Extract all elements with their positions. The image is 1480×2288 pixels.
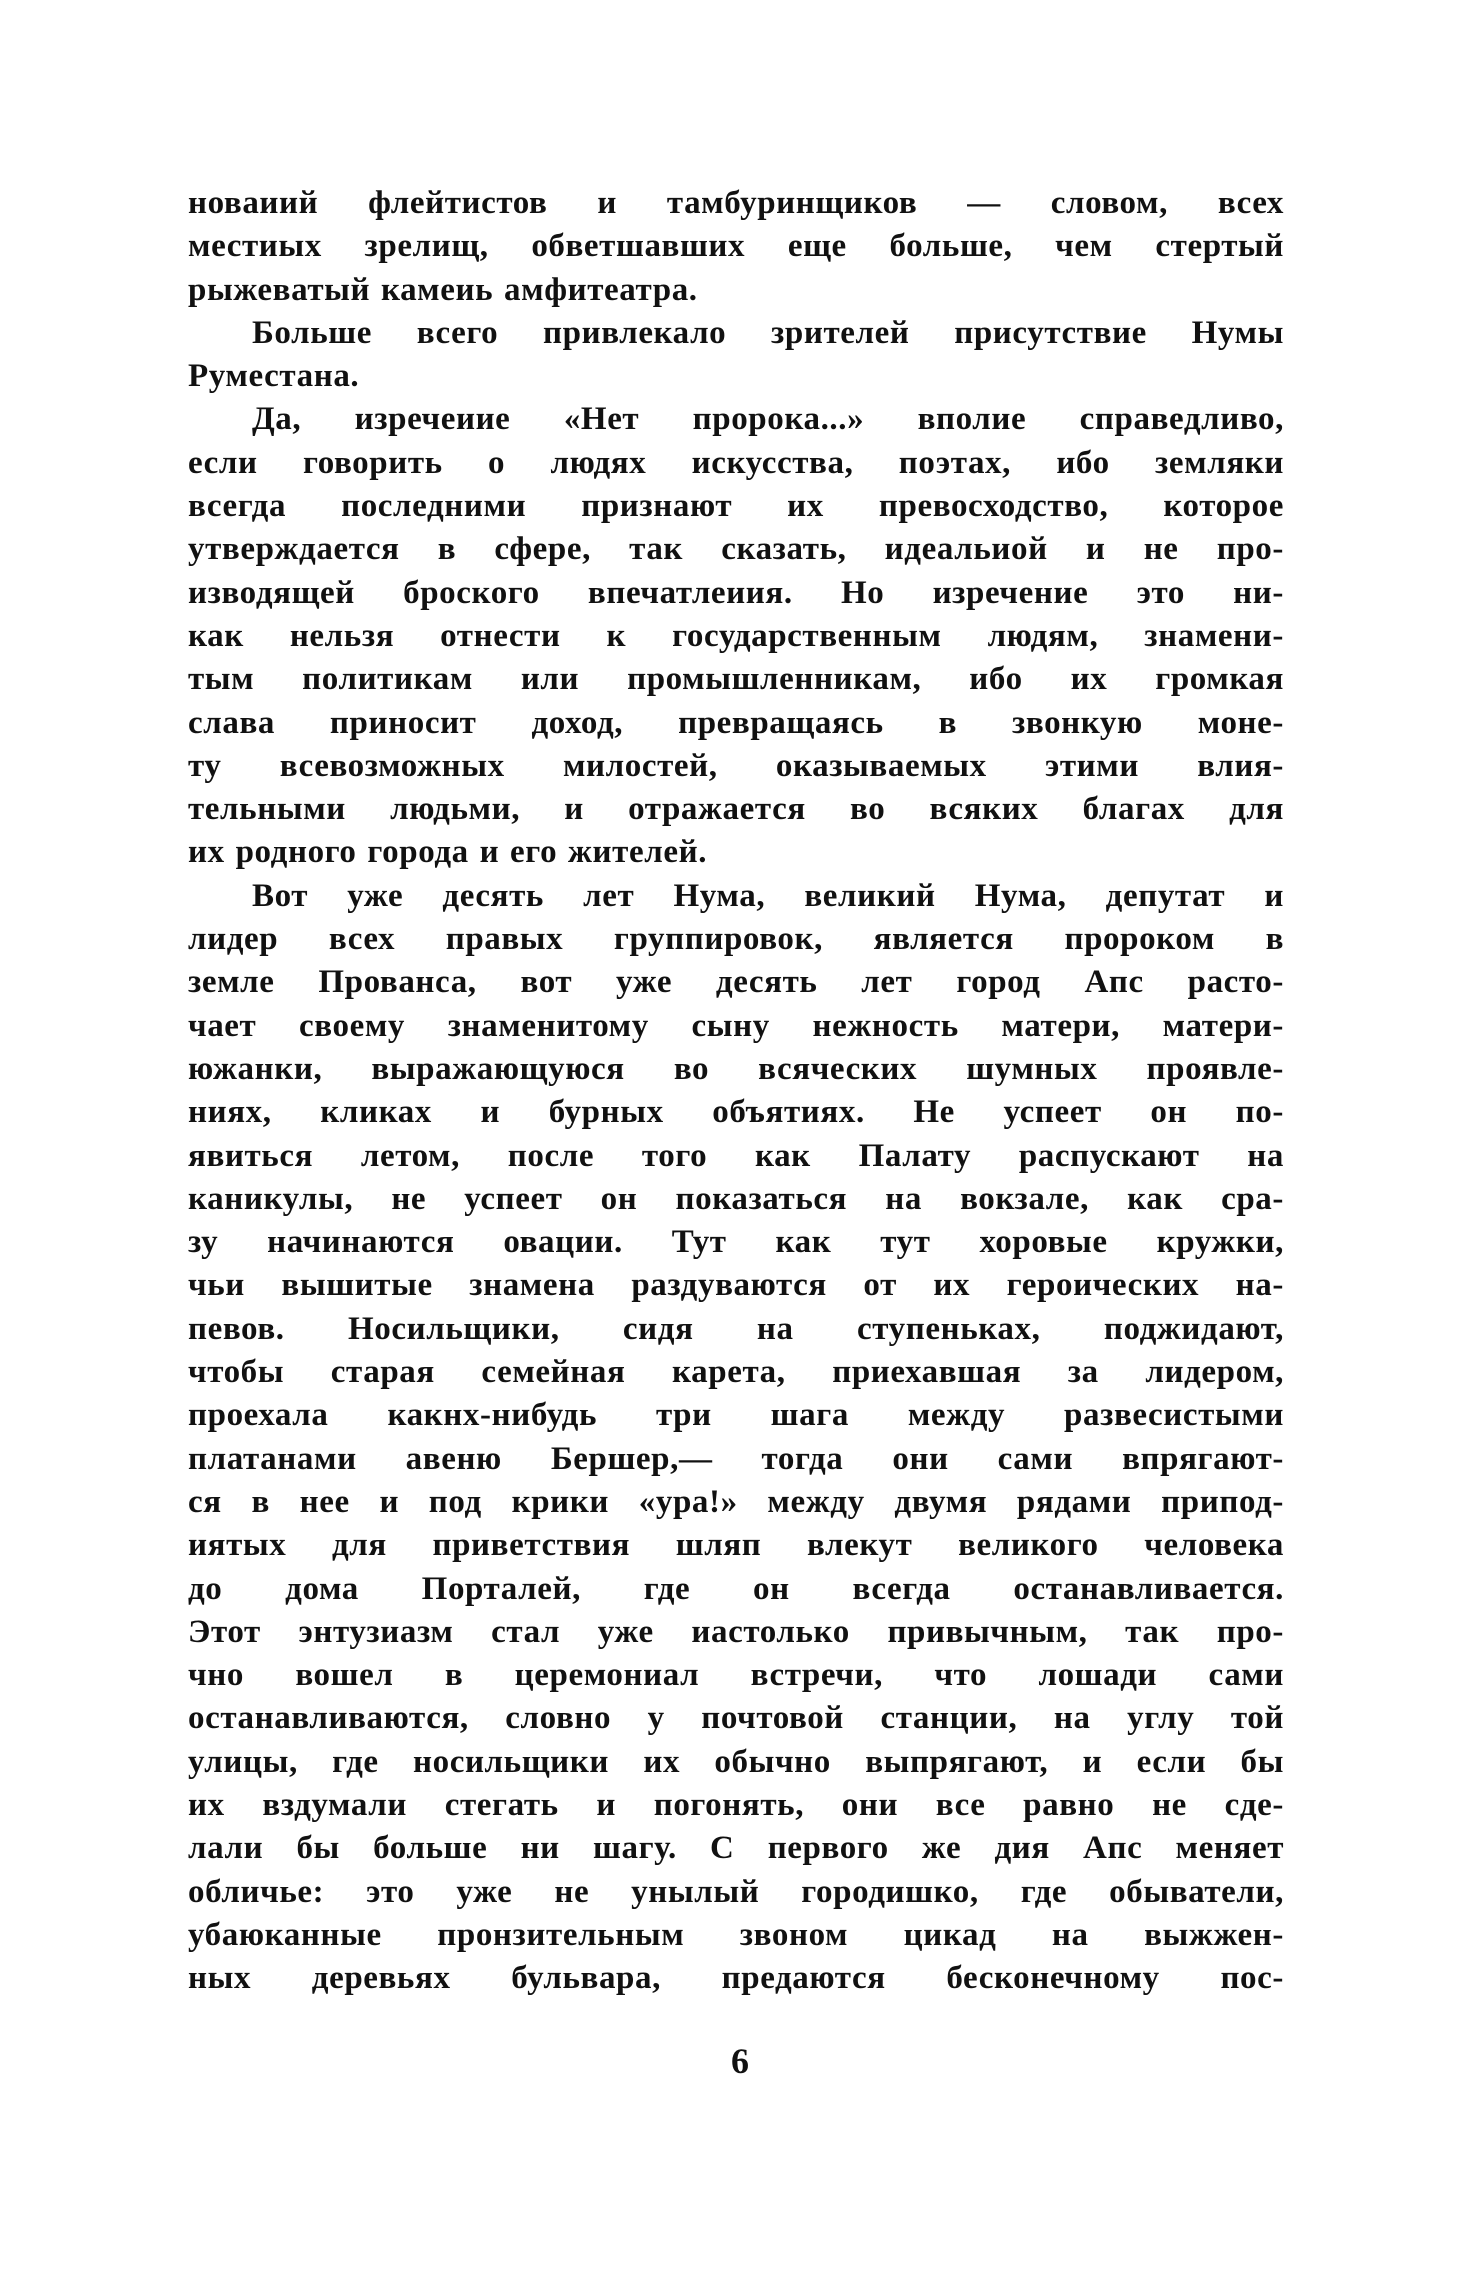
text-line: платанами авеню Бершер,— тогда они сами впрягают- (188, 1440, 1284, 1477)
text-line: их вздумали стегать и погонять, они все равно не сде- (188, 1786, 1284, 1823)
text-line: местиых зрелищ, обветшавших еще больше, чем стертый (188, 228, 1284, 265)
text-line: южанки, выражающуюся во всяческих шумных проявле- (188, 1050, 1284, 1087)
text-line: их родного города и его жителей. (188, 834, 708, 871)
text-line: чьи вышитые знамена раздуваются от их героических на- (188, 1267, 1284, 1304)
paragraph-3 (188, 398, 1284, 874)
text-line: чтобы старая семейная карета, приехавшая за лидером, (188, 1354, 1284, 1391)
text-line: ных деревьях бульвара, предаются бесконечному пос- (188, 1960, 1284, 1997)
text-line: если говорить о людях искусства, поэтах, ибо земляки (188, 444, 1284, 481)
text-line: утверждается в сфере, так сказать, идеальиой и не про- (188, 531, 1284, 568)
text-line: до дома Порталей, где он всегда останавливается. (188, 1570, 1284, 1607)
page-body (188, 182, 1284, 2000)
text-line: Да, изречеиие «Нет пророка...» вполие справедливо, (252, 401, 1284, 438)
text-line: лали бы больше ни шагу. С первого же дия Апс меняет (188, 1830, 1284, 1867)
text-line: ту всевозможных милостей, оказываемых этими влия- (188, 747, 1284, 784)
text-line: зу начинаются овации. Тут как тут хоровые кружки, (188, 1224, 1284, 1261)
paragraph-1 (188, 182, 1284, 312)
text-line: тельными людьми, и отражается во всяких благах для (188, 791, 1284, 828)
text-line: певов. Носильщики, сидя на ступеньках, поджидают, (188, 1310, 1284, 1347)
text-line: новаиий флейтистов и тамбуринщиков — словом, всех (188, 185, 1284, 221)
page-number: 6 (731, 2041, 749, 2081)
paragraph-4 (188, 875, 1284, 2001)
text-line: останавливаются, словно у почтовой станции, на углу той (188, 1700, 1284, 1737)
text-line: земле Прованса, вот уже десять лет город Апс расто- (188, 964, 1284, 1001)
text-line: Руместана. (188, 358, 360, 395)
text-line: ниях, кликах и бурных объятиях. Не успеет он по- (188, 1094, 1284, 1131)
text-line: обличье: это уже не унылый городишко, где обыватели, (188, 1873, 1284, 1910)
text-line: каникулы, не успеет он показаться на вокзале, как сра- (188, 1180, 1284, 1217)
text-line: рыжеватый камеиь амфитеатра. (188, 271, 698, 308)
text-line: чает своему знаменитому сыну нежность матери, матери- (188, 1007, 1284, 1044)
text-line: как нельзя отнести к государственным людям, знамени- (188, 617, 1284, 654)
text-line: убаюканные пронзительным звоном цикад на выжжен- (188, 1916, 1284, 1953)
text-line: тым политикам или промышленникам, ибо их громкая (188, 661, 1284, 698)
text-line: изводящей броского впечатлеиия. Но изречение это ни- (188, 574, 1284, 611)
text-line: чно вошел в церемониал встречи, что лошади сами (188, 1657, 1284, 1694)
text-line: слава приносит доход, превращаясь в звонкую моне- (188, 704, 1284, 741)
text-line: проехала какнх-нибудь три шага между развесистыми (188, 1397, 1284, 1434)
text-line: явиться летом, после того как Палату распускают на (188, 1137, 1284, 1174)
text-line: Вот уже десять лет Нума, великий Нума, депутат и (252, 877, 1284, 914)
text-line: Больше всего привлекало зрителей присутствие Нумы (252, 314, 1284, 351)
text-line: всегда последними признают их превосходство, которое (188, 488, 1284, 525)
text-line: лидер всех правых группировок, является пророком в (188, 921, 1284, 958)
text-line: улицы, где носильщики их обычно выпрягают, и если бы (188, 1743, 1284, 1780)
text-line: Этот энтузиазм стал уже иастолько привычным, так про- (188, 1613, 1284, 1650)
text-line: ся в нее и под крики «ура!» между двумя рядами припод- (188, 1483, 1284, 1520)
text-line: иятых для приветствия шляп влекут великого человека (188, 1527, 1284, 1564)
paragraph-2 (188, 312, 1284, 399)
